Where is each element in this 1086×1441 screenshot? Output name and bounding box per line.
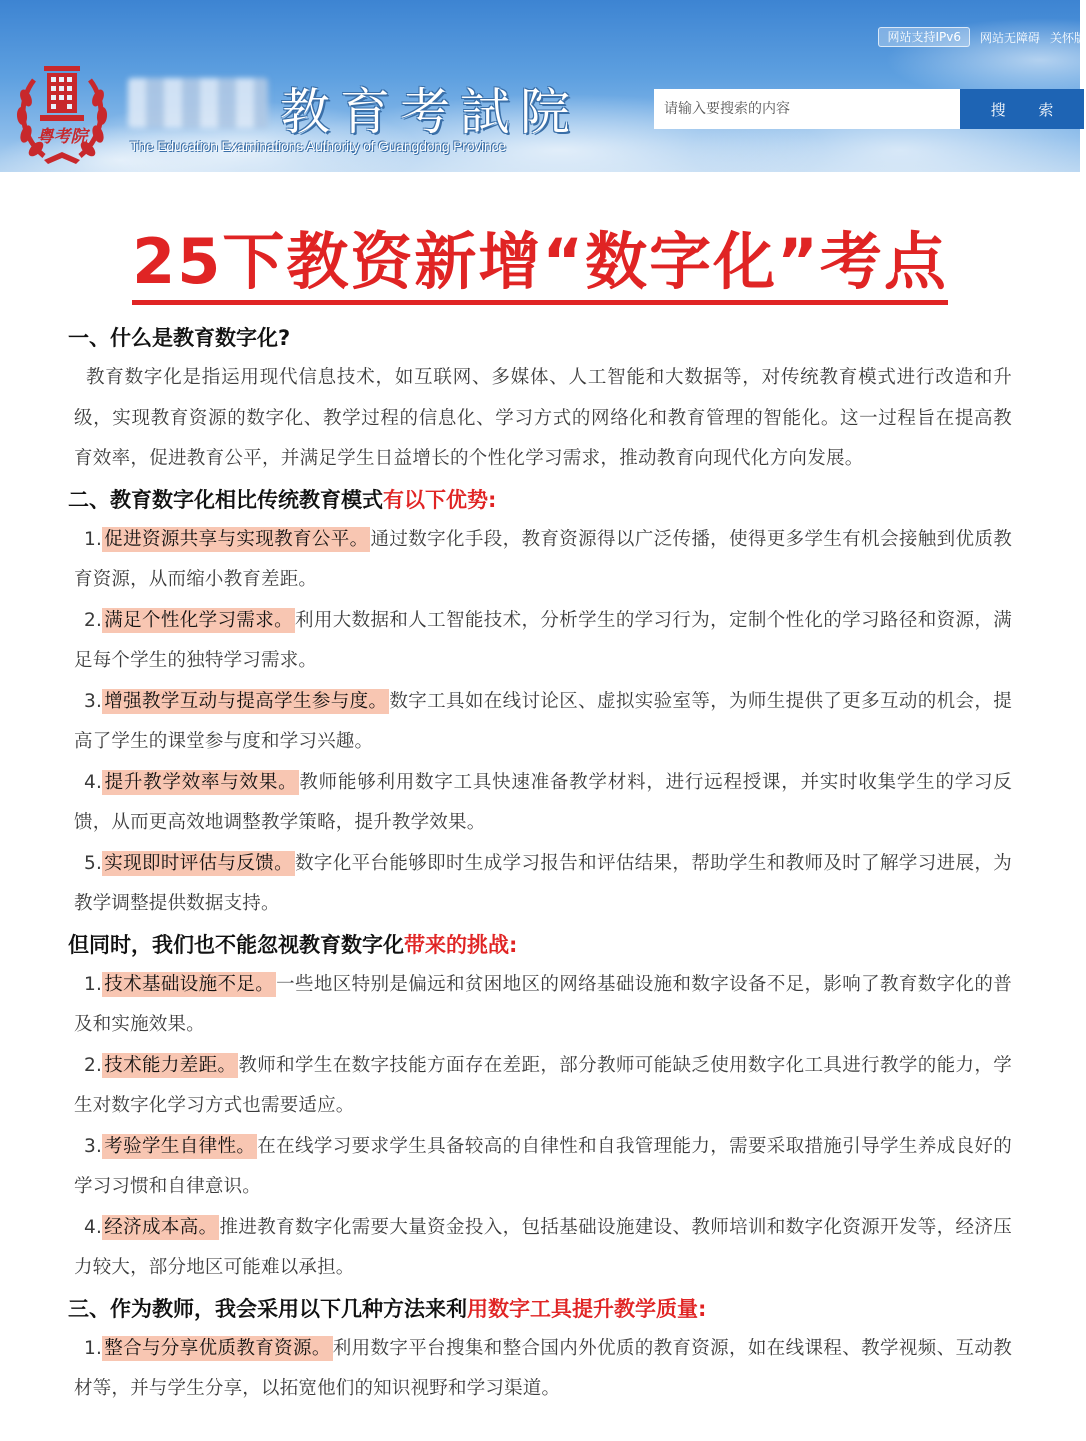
- item-text: 数字工具如在线讨论区、虚拟实验室等，为师生提供了更多互动的机会，提高了学生的课堂参与度和学习兴趣。: [74, 690, 1012, 752]
- section-paragraph: 教育数字化是指运用现代信息技术，如互联网、多媒体、人工智能和大数据等，对传统教育模式进行改造和升级，实现教育资源的数字化、教学过程的信息化、学习方式的网络化和教育管理的智能化。这一过程旨在提高教育效率，促进教育公平，并满足学生日益增长的个性化学习需求，推动教育向现代化方向发展。: [74, 367, 1012, 469]
- item-highlight: 整合与分享优质教育资源。: [104, 1337, 331, 1359]
- heading-text: 但同时，我们也不能忽视教育数字化: [68, 932, 404, 957]
- item-number: 3.: [84, 690, 103, 712]
- section-heading-challenges: [68, 925, 1012, 965]
- list-item: [74, 965, 1012, 1046]
- item-text: 利用数字平台搜集和整合国内外优质的教育资源，如在线课程、教学视频、互动教材等，并与学生分享，以拓宽他们的知识视野和学习渠道。: [74, 1337, 1012, 1399]
- item-text: 一些地区特别是偏远和贫困地区的网络基础设施和数字设备不足，影响了教育数字化的普及和实施效果。: [74, 973, 1012, 1035]
- heading-red-text: 有以下优势:: [383, 487, 497, 512]
- item-highlight: 增强教学互动与提高学生参与度。: [104, 690, 388, 712]
- list-item: [74, 1208, 1012, 1289]
- list-item: [74, 844, 1012, 925]
- item-highlight: 满足个性化学习需求。: [104, 609, 293, 631]
- item-text: 数字化平台能够即时生成学习报告和评估结果，帮助学生和教师及时了解学习进展，为教学调整提供数据支持。: [74, 852, 1012, 914]
- list-item: [74, 520, 1012, 601]
- heading-text: 三、作为教师，我会采用以下几种方法来利: [68, 1296, 467, 1321]
- institution-seal-icon: [14, 60, 110, 168]
- care-mode-link[interactable]: 关怀版: [1049, 30, 1086, 45]
- blurred-region-name: [128, 78, 268, 128]
- accessibility-link[interactable]: 网站无障碍: [979, 30, 1040, 45]
- item-highlight: 技术能力差距。: [104, 1054, 237, 1076]
- item-highlight: 经济成本高。: [104, 1216, 218, 1238]
- ipv6-badge: 网站支持IPv6: [878, 27, 970, 47]
- item-number: 1.: [84, 973, 103, 995]
- article-body: [68, 318, 1013, 1410]
- list-item: [74, 1046, 1012, 1127]
- item-text: 教师和学生在数字技能方面存在差距，部分教师可能缺乏使用数字化工具进行教学的能力，学生对数字化学习方式也需要适应。: [74, 1054, 1012, 1116]
- item-text: 教师能够利用数字工具快速准备教学材料，进行远程授课，并实时收集学生的学习反馈，从而更高效地调整教学策略，提升教学效果。: [74, 771, 1012, 833]
- list-item: [74, 682, 1012, 763]
- item-text: 在在线学习要求学生具备较高的自律性和自我管理能力，需要采取措施引导学生养成良好的学习习惯和自律意识。: [74, 1135, 1012, 1197]
- page-title: [0, 212, 1080, 301]
- site-title: 教育考試院: [280, 83, 580, 141]
- heading-red-text: 带来的挑战:: [404, 932, 518, 957]
- item-number: 1.: [84, 528, 103, 550]
- item-highlight: 实现即时评估与反馈。: [104, 852, 293, 874]
- list-item: [74, 763, 1012, 844]
- heading-red-text: 用数字工具提升教学质量:: [467, 1296, 707, 1321]
- top-links: [878, 27, 1086, 47]
- list-item: [74, 1329, 1012, 1410]
- site-header-banner: [0, 0, 1086, 172]
- item-highlight: 技术基础设施不足。: [104, 973, 275, 995]
- search-input[interactable]: [654, 89, 960, 129]
- list-item: [74, 601, 1012, 682]
- item-number: 4.: [84, 1216, 103, 1238]
- item-text: 利用大数据和人工智能技术，分析学生的学习行为，定制个性化的学习路径和资源，满足每个学生的独特学习需求。: [74, 609, 1012, 671]
- item-text: 通过数字化手段，教育资源得以广泛传播，使得更多学生有机会接触到优质教育资源，从而缩小教育差距。: [74, 528, 1012, 590]
- search-button[interactable]: 搜 索: [960, 89, 1084, 129]
- item-text: 推进教育数字化需要大量资金投入，包括基础设施建设、教师培训和数字化资源开发等，经济压力较大，部分地区可能难以承担。: [74, 1216, 1013, 1278]
- item-highlight: 促进资源共享与实现教育公平。: [104, 528, 369, 550]
- item-number: 2.: [84, 609, 103, 631]
- page-title-text: 25下教资新增“数字化”考点: [132, 225, 948, 305]
- item-highlight: 提升教学效率与效果。: [104, 771, 298, 793]
- section-heading-teacher-methods: [68, 1289, 1012, 1329]
- item-highlight: 考验学生自律性。: [104, 1135, 256, 1157]
- section-heading-advantages: [68, 480, 1012, 520]
- site-subtitle: The Education Examinations Authority of Guangdong Province: [130, 138, 506, 154]
- item-number: 3.: [84, 1135, 103, 1157]
- heading-text: 二、教育数字化相比传统教育模式: [68, 487, 383, 512]
- item-number: 4.: [84, 771, 103, 793]
- list-item: [74, 1127, 1012, 1208]
- section-heading-what-is: 一、什么是教育数字化?: [68, 326, 291, 350]
- item-number: 5.: [84, 852, 103, 874]
- svg-text:粤考院: 粤考院: [36, 127, 88, 147]
- item-number: 2.: [84, 1054, 103, 1076]
- item-number: 1.: [84, 1337, 103, 1359]
